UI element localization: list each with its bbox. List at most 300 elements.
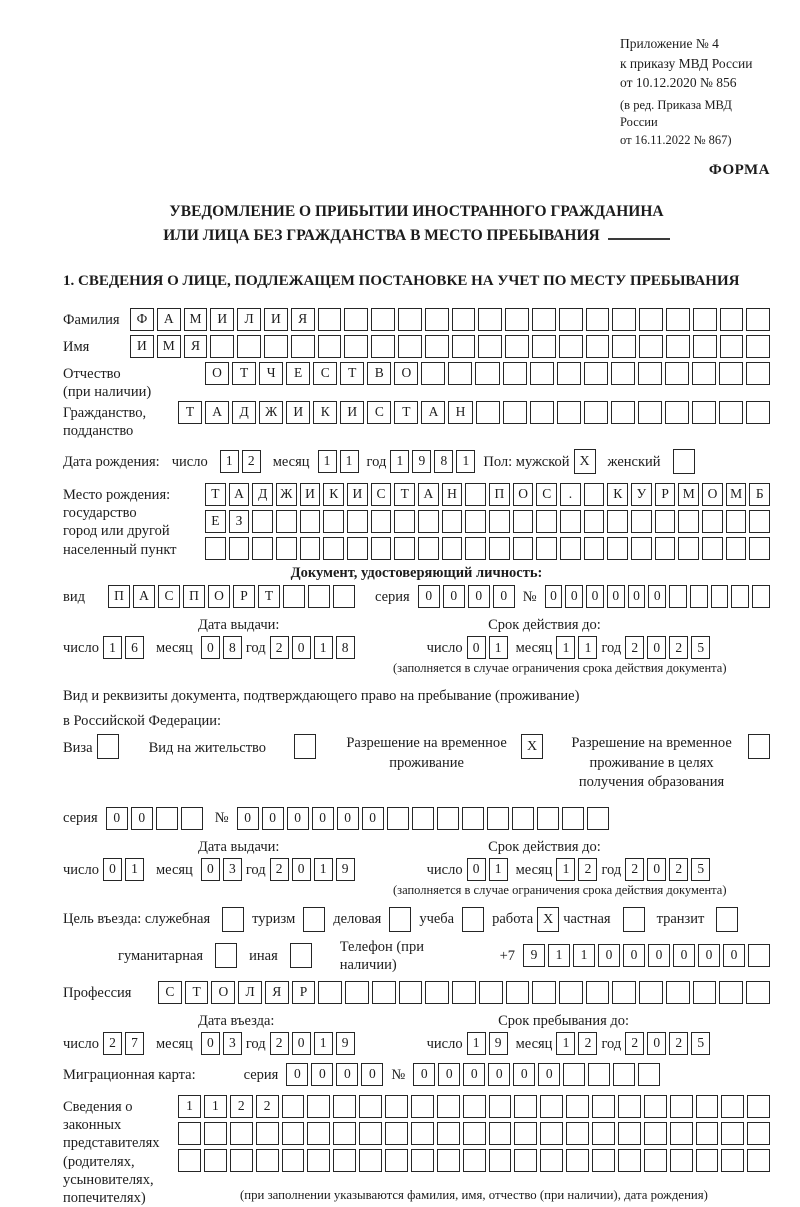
char-cell[interactable] xyxy=(442,537,463,560)
char-cell[interactable]: 2 xyxy=(242,450,261,473)
char-cell[interactable] xyxy=(584,537,605,560)
char-cell[interactable]: 2 xyxy=(578,858,597,881)
char-cell[interactable]: 0 xyxy=(467,858,486,881)
char-cell[interactable] xyxy=(655,510,676,533)
char-cell[interactable] xyxy=(592,1122,615,1145)
char-cell[interactable]: 0 xyxy=(648,585,666,608)
char-cell[interactable]: Д xyxy=(232,401,256,424)
char-cell[interactable] xyxy=(465,537,486,560)
char-cell[interactable]: 0 xyxy=(337,807,359,830)
char-cell[interactable]: Л xyxy=(237,308,261,331)
char-cell[interactable] xyxy=(462,807,484,830)
char-cell[interactable] xyxy=(452,308,476,331)
char-cell[interactable]: 0 xyxy=(698,944,720,967)
char-cell[interactable]: 0 xyxy=(361,1063,383,1086)
char-cell[interactable]: Ж xyxy=(259,401,283,424)
char-cell[interactable] xyxy=(532,308,556,331)
char-cell[interactable] xyxy=(371,335,395,358)
char-cell[interactable]: 2 xyxy=(625,858,644,881)
char-cell[interactable] xyxy=(702,537,723,560)
char-cell[interactable] xyxy=(748,944,770,967)
char-cell[interactable] xyxy=(371,510,392,533)
char-cell[interactable] xyxy=(560,510,581,533)
char-cell[interactable] xyxy=(639,981,663,1004)
char-cell[interactable]: И xyxy=(300,483,321,506)
purpose-private-checkbox[interactable] xyxy=(623,907,645,932)
char-cell[interactable] xyxy=(230,1149,253,1172)
char-cell[interactable] xyxy=(670,1095,693,1118)
char-cell[interactable]: 1 xyxy=(578,636,597,659)
char-cell[interactable] xyxy=(333,585,355,608)
char-cell[interactable]: Р xyxy=(292,981,316,1004)
char-cell[interactable] xyxy=(678,510,699,533)
char-cell[interactable] xyxy=(540,1122,563,1145)
char-cell[interactable] xyxy=(333,1122,356,1145)
char-cell[interactable] xyxy=(584,510,605,533)
char-cell[interactable] xyxy=(307,1149,330,1172)
char-cell[interactable] xyxy=(693,308,717,331)
char-cell[interactable]: С xyxy=(371,483,392,506)
char-cell[interactable] xyxy=(425,308,449,331)
char-cell[interactable] xyxy=(584,483,605,506)
char-cell[interactable] xyxy=(478,308,502,331)
char-cell[interactable] xyxy=(639,335,663,358)
char-cell[interactable] xyxy=(276,510,297,533)
char-cell[interactable] xyxy=(347,510,368,533)
char-cell[interactable] xyxy=(512,807,534,830)
char-cell[interactable] xyxy=(252,510,273,533)
char-cell[interactable]: 6 xyxy=(125,636,144,659)
char-cell[interactable] xyxy=(437,1095,460,1118)
char-cell[interactable] xyxy=(702,510,723,533)
char-cell[interactable] xyxy=(489,537,510,560)
char-cell[interactable]: А xyxy=(229,483,250,506)
char-cell[interactable]: 2 xyxy=(669,858,688,881)
char-cell[interactable] xyxy=(475,362,499,385)
char-cell[interactable] xyxy=(746,335,770,358)
char-cell[interactable] xyxy=(399,981,423,1004)
char-cell[interactable]: 0 xyxy=(673,944,695,967)
char-cell[interactable] xyxy=(411,1095,434,1118)
char-cell[interactable] xyxy=(537,807,559,830)
char-cell[interactable]: 0 xyxy=(628,585,646,608)
char-cell[interactable]: О xyxy=(205,362,229,385)
char-cell[interactable] xyxy=(282,1149,305,1172)
char-cell[interactable]: М xyxy=(157,335,181,358)
char-cell[interactable] xyxy=(696,1122,719,1145)
char-cell[interactable]: 0 xyxy=(237,807,259,830)
char-cell[interactable] xyxy=(489,1149,512,1172)
char-cell[interactable] xyxy=(425,981,449,1004)
char-cell[interactable] xyxy=(559,308,583,331)
char-cell[interactable]: Т xyxy=(394,483,415,506)
char-cell[interactable]: И xyxy=(347,483,368,506)
char-cell[interactable] xyxy=(478,335,502,358)
char-cell[interactable] xyxy=(631,510,652,533)
char-cell[interactable]: 8 xyxy=(434,450,453,473)
char-cell[interactable]: О xyxy=(702,483,723,506)
char-cell[interactable] xyxy=(264,335,288,358)
char-cell[interactable]: Л xyxy=(238,981,262,1004)
char-cell[interactable]: К xyxy=(323,483,344,506)
char-cell[interactable] xyxy=(476,401,500,424)
char-cell[interactable] xyxy=(323,510,344,533)
char-cell[interactable] xyxy=(719,981,743,1004)
residence-permit-checkbox[interactable] xyxy=(294,734,316,759)
char-cell[interactable] xyxy=(425,335,449,358)
char-cell[interactable] xyxy=(387,807,409,830)
char-cell[interactable] xyxy=(696,1095,719,1118)
char-cell[interactable] xyxy=(178,1149,201,1172)
char-cell[interactable]: П xyxy=(489,483,510,506)
visa-checkbox[interactable] xyxy=(97,734,119,759)
char-cell[interactable]: Я xyxy=(291,308,315,331)
char-cell[interactable]: 9 xyxy=(336,858,355,881)
char-cell[interactable] xyxy=(665,362,689,385)
char-cell[interactable]: 2 xyxy=(270,1032,289,1055)
char-cell[interactable]: И xyxy=(210,308,234,331)
char-cell[interactable]: Т xyxy=(394,401,418,424)
char-cell[interactable] xyxy=(178,1122,201,1145)
char-cell[interactable]: С xyxy=(158,585,180,608)
char-cell[interactable]: П xyxy=(183,585,205,608)
char-cell[interactable]: 5 xyxy=(691,636,710,659)
purpose-humanitarian-checkbox[interactable] xyxy=(215,943,237,968)
char-cell[interactable] xyxy=(344,308,368,331)
char-cell[interactable]: 2 xyxy=(625,636,644,659)
char-cell[interactable] xyxy=(678,537,699,560)
char-cell[interactable] xyxy=(385,1122,408,1145)
char-cell[interactable] xyxy=(514,1149,537,1172)
char-cell[interactable]: 0 xyxy=(292,1032,311,1055)
char-cell[interactable] xyxy=(631,537,652,560)
char-cell[interactable] xyxy=(398,335,422,358)
char-cell[interactable] xyxy=(463,1095,486,1118)
char-cell[interactable]: 0 xyxy=(418,585,440,608)
char-cell[interactable]: О xyxy=(394,362,418,385)
char-cell[interactable]: И xyxy=(130,335,154,358)
char-cell[interactable] xyxy=(318,335,342,358)
char-cell[interactable]: 0 xyxy=(647,858,666,881)
char-cell[interactable] xyxy=(513,537,534,560)
char-cell[interactable]: 0 xyxy=(607,585,625,608)
char-cell[interactable] xyxy=(252,537,273,560)
char-cell[interactable]: 0 xyxy=(513,1063,535,1086)
char-cell[interactable] xyxy=(503,401,527,424)
char-cell[interactable] xyxy=(720,335,744,358)
char-cell[interactable] xyxy=(256,1149,279,1172)
char-cell[interactable] xyxy=(532,335,556,358)
char-cell[interactable]: 0 xyxy=(493,585,515,608)
char-cell[interactable] xyxy=(503,362,527,385)
char-cell[interactable]: 0 xyxy=(311,1063,333,1086)
char-cell[interactable] xyxy=(229,537,250,560)
char-cell[interactable]: 0 xyxy=(468,585,490,608)
char-cell[interactable]: А xyxy=(418,483,439,506)
char-cell[interactable] xyxy=(720,308,744,331)
char-cell[interactable] xyxy=(586,981,610,1004)
char-cell[interactable] xyxy=(536,537,557,560)
char-cell[interactable] xyxy=(156,807,178,830)
char-cell[interactable] xyxy=(359,1149,382,1172)
char-cell[interactable] xyxy=(557,362,581,385)
char-cell[interactable] xyxy=(204,1122,227,1145)
char-cell[interactable]: 0 xyxy=(362,807,384,830)
char-cell[interactable]: 1 xyxy=(103,636,122,659)
char-cell[interactable]: 9 xyxy=(523,944,545,967)
char-cell[interactable] xyxy=(566,1149,589,1172)
char-cell[interactable] xyxy=(237,335,261,358)
char-cell[interactable]: В xyxy=(367,362,391,385)
char-cell[interactable] xyxy=(505,335,529,358)
char-cell[interactable] xyxy=(371,308,395,331)
char-cell[interactable] xyxy=(282,1122,305,1145)
char-cell[interactable]: 1 xyxy=(556,1032,575,1055)
char-cell[interactable] xyxy=(411,1149,434,1172)
char-cell[interactable]: 1 xyxy=(204,1095,227,1118)
char-cell[interactable]: 2 xyxy=(578,1032,597,1055)
char-cell[interactable]: 0 xyxy=(201,858,220,881)
char-cell[interactable] xyxy=(418,510,439,533)
char-cell[interactable] xyxy=(711,585,729,608)
char-cell[interactable] xyxy=(205,537,226,560)
purpose-study-checkbox[interactable] xyxy=(462,907,484,932)
char-cell[interactable]: 0 xyxy=(443,585,465,608)
char-cell[interactable] xyxy=(726,510,747,533)
char-cell[interactable] xyxy=(644,1122,667,1145)
char-cell[interactable] xyxy=(721,1095,744,1118)
char-cell[interactable] xyxy=(530,401,554,424)
char-cell[interactable]: 3 xyxy=(223,858,242,881)
char-cell[interactable] xyxy=(607,537,628,560)
char-cell[interactable] xyxy=(670,1122,693,1145)
char-cell[interactable]: 1 xyxy=(556,858,575,881)
char-cell[interactable]: 0 xyxy=(312,807,334,830)
char-cell[interactable]: 0 xyxy=(336,1063,358,1086)
char-cell[interactable]: 1 xyxy=(314,1032,333,1055)
char-cell[interactable]: 0 xyxy=(467,636,486,659)
char-cell[interactable] xyxy=(747,1095,770,1118)
char-cell[interactable] xyxy=(562,807,584,830)
sex-female-checkbox[interactable] xyxy=(673,449,695,474)
char-cell[interactable]: И xyxy=(286,401,310,424)
char-cell[interactable]: З xyxy=(229,510,250,533)
char-cell[interactable] xyxy=(452,335,476,358)
char-cell[interactable] xyxy=(746,981,770,1004)
char-cell[interactable] xyxy=(530,362,554,385)
char-cell[interactable]: 0 xyxy=(538,1063,560,1086)
char-cell[interactable]: Н xyxy=(442,483,463,506)
char-cell[interactable] xyxy=(618,1149,641,1172)
char-cell[interactable] xyxy=(666,981,690,1004)
char-cell[interactable]: 0 xyxy=(201,636,220,659)
char-cell[interactable]: М xyxy=(678,483,699,506)
char-cell[interactable] xyxy=(489,1095,512,1118)
char-cell[interactable]: 0 xyxy=(106,807,128,830)
char-cell[interactable]: 0 xyxy=(201,1032,220,1055)
char-cell[interactable] xyxy=(747,1122,770,1145)
char-cell[interactable] xyxy=(513,510,534,533)
char-cell[interactable] xyxy=(612,335,636,358)
char-cell[interactable] xyxy=(747,1149,770,1172)
char-cell[interactable]: 1 xyxy=(314,636,333,659)
char-cell[interactable]: Е xyxy=(286,362,310,385)
char-cell[interactable]: Ч xyxy=(259,362,283,385)
char-cell[interactable] xyxy=(726,537,747,560)
char-cell[interactable]: Я xyxy=(184,335,208,358)
char-cell[interactable] xyxy=(692,362,716,385)
char-cell[interactable] xyxy=(618,1122,641,1145)
char-cell[interactable] xyxy=(749,510,770,533)
char-cell[interactable] xyxy=(487,807,509,830)
char-cell[interactable] xyxy=(333,1149,356,1172)
char-cell[interactable] xyxy=(612,981,636,1004)
char-cell[interactable] xyxy=(181,807,203,830)
char-cell[interactable]: 1 xyxy=(125,858,144,881)
char-cell[interactable] xyxy=(371,537,392,560)
char-cell[interactable]: 8 xyxy=(223,636,242,659)
char-cell[interactable] xyxy=(607,510,628,533)
char-cell[interactable]: 0 xyxy=(723,944,745,967)
char-cell[interactable] xyxy=(347,537,368,560)
char-cell[interactable] xyxy=(560,537,581,560)
sex-male-checkbox[interactable]: X xyxy=(574,449,596,474)
char-cell[interactable] xyxy=(412,807,434,830)
char-cell[interactable] xyxy=(398,308,422,331)
char-cell[interactable]: И xyxy=(264,308,288,331)
char-cell[interactable] xyxy=(276,537,297,560)
char-cell[interactable] xyxy=(655,537,676,560)
char-cell[interactable] xyxy=(746,308,770,331)
char-cell[interactable]: Т xyxy=(258,585,280,608)
char-cell[interactable]: 2 xyxy=(625,1032,644,1055)
char-cell[interactable]: 1 xyxy=(456,450,475,473)
char-cell[interactable]: Т xyxy=(205,483,226,506)
char-cell[interactable] xyxy=(465,483,486,506)
char-cell[interactable] xyxy=(611,362,635,385)
char-cell[interactable] xyxy=(731,585,749,608)
char-cell[interactable]: 1 xyxy=(220,450,239,473)
char-cell[interactable] xyxy=(318,308,342,331)
purpose-official-checkbox[interactable] xyxy=(222,907,244,932)
char-cell[interactable] xyxy=(307,1095,330,1118)
char-cell[interactable]: Т xyxy=(178,401,202,424)
char-cell[interactable] xyxy=(448,362,472,385)
char-cell[interactable] xyxy=(719,362,743,385)
char-cell[interactable]: 0 xyxy=(287,807,309,830)
char-cell[interactable] xyxy=(752,585,770,608)
char-cell[interactable] xyxy=(514,1122,537,1145)
temp-permit-edu-checkbox[interactable] xyxy=(748,734,770,759)
char-cell[interactable]: С xyxy=(536,483,557,506)
char-cell[interactable] xyxy=(638,401,662,424)
char-cell[interactable] xyxy=(566,1095,589,1118)
char-cell[interactable]: К xyxy=(313,401,337,424)
purpose-transit-checkbox[interactable] xyxy=(716,907,738,932)
char-cell[interactable]: 0 xyxy=(545,585,563,608)
char-cell[interactable] xyxy=(670,1149,693,1172)
char-cell[interactable]: О xyxy=(208,585,230,608)
char-cell[interactable]: 2 xyxy=(103,1032,122,1055)
char-cell[interactable] xyxy=(489,510,510,533)
char-cell[interactable]: О xyxy=(211,981,235,1004)
char-cell[interactable] xyxy=(665,401,689,424)
char-cell[interactable] xyxy=(540,1149,563,1172)
char-cell[interactable] xyxy=(465,510,486,533)
char-cell[interactable] xyxy=(721,1149,744,1172)
char-cell[interactable] xyxy=(587,807,609,830)
char-cell[interactable] xyxy=(514,1095,537,1118)
char-cell[interactable]: 0 xyxy=(647,636,666,659)
char-cell[interactable] xyxy=(692,401,716,424)
char-cell[interactable] xyxy=(638,1063,660,1086)
char-cell[interactable]: 9 xyxy=(336,1032,355,1055)
char-cell[interactable] xyxy=(669,585,687,608)
char-cell[interactable] xyxy=(666,335,690,358)
char-cell[interactable]: Д xyxy=(252,483,273,506)
char-cell[interactable] xyxy=(385,1095,408,1118)
char-cell[interactable]: 1 xyxy=(573,944,595,967)
char-cell[interactable]: Т xyxy=(232,362,256,385)
char-cell[interactable] xyxy=(506,981,530,1004)
char-cell[interactable] xyxy=(283,585,305,608)
char-cell[interactable] xyxy=(690,585,708,608)
char-cell[interactable]: 0 xyxy=(586,585,604,608)
char-cell[interactable] xyxy=(638,362,662,385)
char-cell[interactable] xyxy=(644,1149,667,1172)
char-cell[interactable]: 1 xyxy=(467,1032,486,1055)
char-cell[interactable]: 2 xyxy=(669,1032,688,1055)
char-cell[interactable] xyxy=(307,1122,330,1145)
char-cell[interactable] xyxy=(639,308,663,331)
char-cell[interactable] xyxy=(300,510,321,533)
char-cell[interactable] xyxy=(344,335,368,358)
char-cell[interactable] xyxy=(721,1122,744,1145)
char-cell[interactable] xyxy=(559,981,583,1004)
temp-permit-checkbox[interactable]: X xyxy=(521,734,543,759)
char-cell[interactable]: Я xyxy=(265,981,289,1004)
purpose-business-checkbox[interactable] xyxy=(389,907,411,932)
char-cell[interactable] xyxy=(749,537,770,560)
char-cell[interactable]: 1 xyxy=(340,450,359,473)
char-cell[interactable] xyxy=(372,981,396,1004)
char-cell[interactable] xyxy=(746,362,770,385)
char-cell[interactable] xyxy=(210,335,234,358)
char-cell[interactable] xyxy=(693,335,717,358)
char-cell[interactable]: Б xyxy=(749,483,770,506)
char-cell[interactable]: Т xyxy=(185,981,209,1004)
char-cell[interactable] xyxy=(256,1122,279,1145)
char-cell[interactable]: И xyxy=(340,401,364,424)
char-cell[interactable] xyxy=(452,981,476,1004)
char-cell[interactable] xyxy=(618,1095,641,1118)
char-cell[interactable]: Ф xyxy=(130,308,154,331)
char-cell[interactable] xyxy=(300,537,321,560)
char-cell[interactable] xyxy=(563,1063,585,1086)
char-cell[interactable] xyxy=(613,1063,635,1086)
char-cell[interactable]: 0 xyxy=(647,1032,666,1055)
char-cell[interactable] xyxy=(489,1122,512,1145)
char-cell[interactable]: Р xyxy=(233,585,255,608)
char-cell[interactable] xyxy=(411,1122,434,1145)
char-cell[interactable]: 0 xyxy=(131,807,153,830)
char-cell[interactable] xyxy=(318,981,342,1004)
char-cell[interactable] xyxy=(557,401,581,424)
char-cell[interactable]: С xyxy=(313,362,337,385)
char-cell[interactable]: 0 xyxy=(103,858,122,881)
char-cell[interactable]: 1 xyxy=(314,858,333,881)
char-cell[interactable]: К xyxy=(607,483,628,506)
